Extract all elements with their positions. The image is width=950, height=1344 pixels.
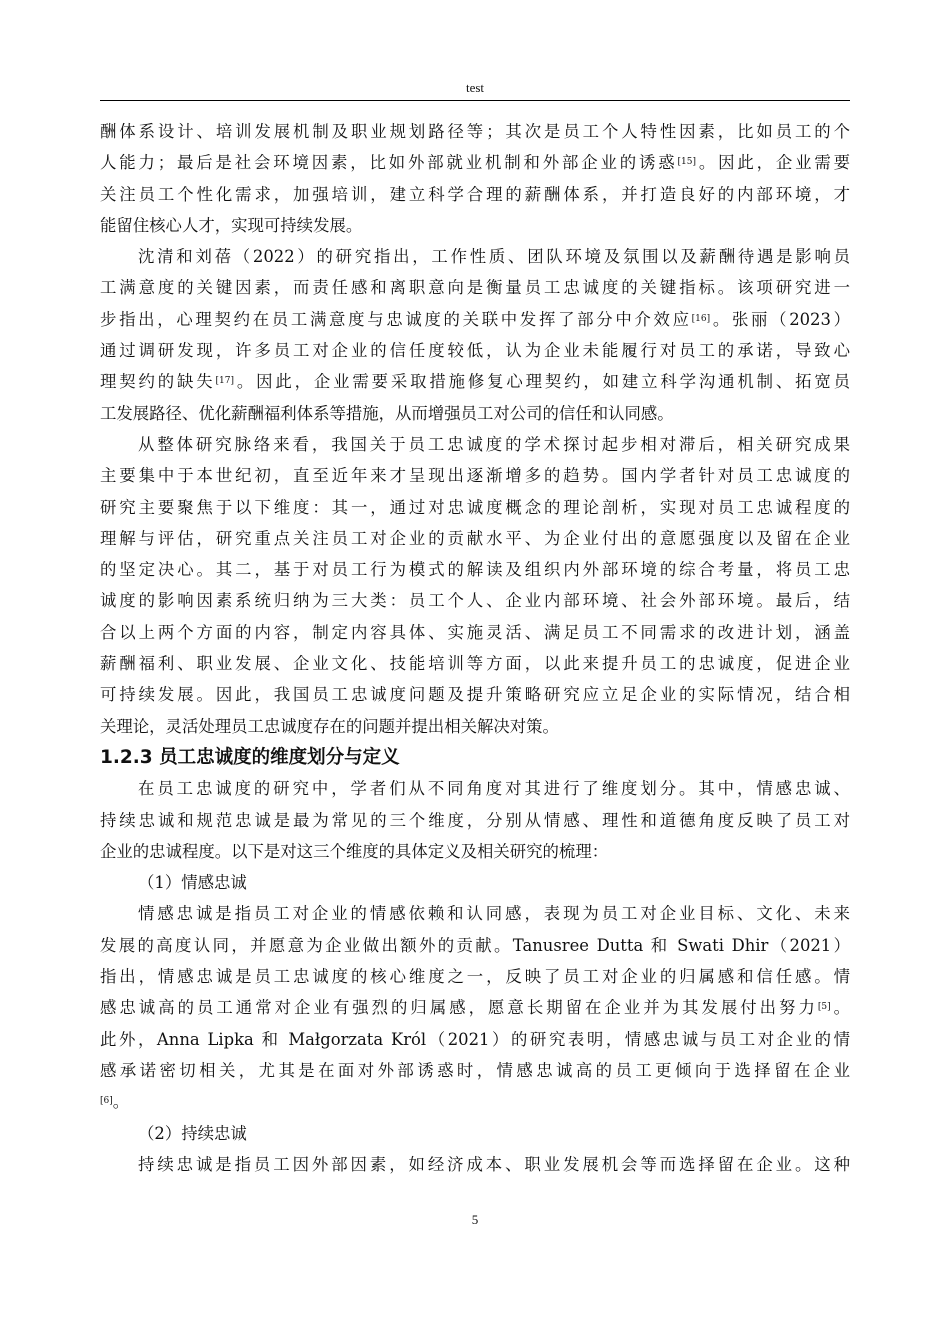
line-text-after: 。张丽（2023） bbox=[710, 309, 850, 329]
document-body bbox=[100, 116, 850, 1180]
line-text: 企业的忠诚程度。以下是对这三个维度的具体定义及相关研究的梳理： bbox=[100, 841, 609, 861]
line-text: 在员工忠诚度的研究中，学者们从不同角度对其进行了维度划分。其中，情感忠诚、 bbox=[138, 779, 850, 799]
text-line bbox=[100, 304, 850, 335]
paragraph-block-1 bbox=[100, 116, 850, 742]
line-text: 指出，情感忠诚是员工忠诚度的核心维度之一，反映了员工对企业的归属感和信任感。情 bbox=[100, 967, 850, 987]
text-line bbox=[100, 366, 850, 397]
line-text-after: 。 bbox=[830, 998, 850, 1018]
line-text: 感承诺密切相关，尤其是在面对外部诱惑时，情感忠诚高的员工更倾向于选择留在企业 bbox=[100, 1060, 850, 1080]
line-text: 酬体系设计、培训发展机制及职业规划路径等；其次是员工个人特性因素，比如员工的个 bbox=[100, 122, 850, 141]
line-text: 此外，Anna Lipka 和 Małgorzata Król（2021）的研究表明，情感忠诚与员工对企业的情 bbox=[100, 1029, 850, 1049]
line-text: 沈清和刘蓓（2022）的研究指出，工作性质、团队环境及氛围以及薪酬待遇是影响员 bbox=[138, 247, 850, 267]
line-text: 主要集中于本世纪初，直至近年来才呈现出逐渐增多的趋势。国内学者针对员工忠诚度的 bbox=[100, 466, 850, 486]
line-text-after: 。因此，企业需要 bbox=[696, 153, 850, 173]
text-line bbox=[100, 492, 850, 523]
line-text-after: 。因此，企业需要采取措施修复心理契约，如建立科学沟通机制、拓宽员 bbox=[234, 372, 850, 392]
line-text: （1）情感忠诚 bbox=[138, 873, 247, 893]
line-text: 研究主要聚焦于以下维度：其一，通过对忠诚度概念的理论剖析，实现对员工忠诚程度的 bbox=[100, 497, 850, 517]
line-text: 关理论，灵活处理员工忠诚度存在的问题并提出相关解决对策。 bbox=[100, 716, 559, 736]
line-text: 诚度的影响因素系统归纳为三大类：员工个人、企业内部环境、社会外部环境。最后，结 bbox=[100, 591, 850, 611]
line-text: 薪酬福利、职业发展、企业文化、技能培训等方面，以此来提升员工的忠诚度，促进企业 bbox=[100, 654, 850, 674]
text-line bbox=[100, 992, 850, 1023]
text-line bbox=[100, 1055, 850, 1086]
line-text: 持续忠诚是指员工因外部因素，如经济成本、职业发展机会等而选择留在企业。这种 bbox=[138, 1154, 850, 1174]
text-line bbox=[100, 554, 850, 585]
page-header: test bbox=[465, 80, 485, 95]
text-line bbox=[100, 930, 850, 961]
line-text: 关注员工个性化需求，加强培训，建立科学合理的薪酬体系，并打造良好的内部环境，才 bbox=[100, 184, 850, 204]
text-line bbox=[100, 1024, 850, 1055]
line-text: 理解与评估，研究重点关注员工对企业的贡献水平、为企业付出的意愿强度以及留在企业 bbox=[100, 528, 850, 548]
text-line bbox=[100, 1118, 850, 1149]
line-text: 工发展路径、优化薪酬福利体系等措施，从而增强员工对公司的信任和认同感。 bbox=[100, 403, 674, 423]
text-line bbox=[100, 179, 850, 210]
line-text: 从整体研究脉络来看，我国关于员工忠诚度的学术探讨起步相对滞后，相关研究成果 bbox=[138, 434, 850, 454]
text-line bbox=[100, 1086, 850, 1117]
text-line bbox=[100, 961, 850, 992]
line-text: 可持续发展。因此，我国员工忠诚度问题及提升策略研究应立足企业的实际情况，结合相 bbox=[100, 685, 850, 705]
text-line bbox=[100, 460, 850, 491]
line-text: 的坚定决心。其二，基于对员工行为模式的解读及组织内外部环境的综合考量，将员工忠 bbox=[100, 560, 850, 580]
text-line bbox=[100, 398, 850, 429]
text-line bbox=[100, 711, 850, 742]
text-line bbox=[100, 1149, 850, 1180]
text-line bbox=[100, 679, 850, 710]
citation-ref: [5] bbox=[817, 1002, 831, 1013]
citation-ref: [15] bbox=[677, 157, 696, 168]
text-line bbox=[100, 523, 850, 554]
header-divider bbox=[100, 100, 850, 101]
line-text: 通过调研发现，许多员工对企业的信任度较低，认为企业未能履行对员工的承诺，导致心 bbox=[100, 341, 850, 361]
line-text: 感忠诚高的员工通常对企业有强烈的归属感，愿意长期留在企业并为其发展付出努力 bbox=[100, 998, 818, 1018]
line-text: 情感忠诚是指员工对企业的情感依赖和认同感，表现为员工对企业目标、文化、未来 bbox=[138, 904, 850, 924]
text-line bbox=[100, 272, 850, 303]
line-text: 持续忠诚和规范忠诚是最为常见的三个维度，分别从情感、理性和道德角度反映了员工对 bbox=[100, 810, 850, 830]
line-text: 人能力；最后是社会环境因素，比如外部就业机制和外部企业的诱惑 bbox=[100, 153, 678, 173]
text-line bbox=[100, 805, 850, 836]
section-heading: 1.2.3 员工忠诚度的维度划分与定义 bbox=[100, 746, 400, 768]
line-text: 发展的高度认同，并愿意为企业做出额外的贡献。Tanusree Dutta 和 Swati Dhir（2021） bbox=[100, 935, 850, 955]
line-text: 工满意度的关键因素，而责任感和离职意向是衡量员工忠诚度的关键指标。该项研究进一 bbox=[100, 278, 850, 298]
text-line bbox=[100, 116, 850, 147]
page-number: 5 bbox=[471, 1212, 479, 1227]
text-line bbox=[100, 773, 850, 804]
line-text: 步指出，心理契约在员工满意度与忠诚度的关联中发挥了部分中介效应 bbox=[100, 309, 692, 329]
text-line bbox=[100, 335, 850, 366]
text-line bbox=[100, 585, 850, 616]
line-text: 能留住核心人才，实现可持续发展。 bbox=[100, 215, 363, 235]
citation-ref: [16] bbox=[691, 313, 711, 324]
text-line bbox=[100, 210, 850, 241]
line-text: （2）持续忠诚 bbox=[138, 1123, 247, 1143]
text-line bbox=[100, 867, 850, 898]
text-line bbox=[100, 147, 850, 178]
paragraph-block-2 bbox=[100, 773, 850, 1180]
citation-ref: [17] bbox=[215, 376, 234, 387]
text-line bbox=[100, 617, 850, 648]
line-text: 合以上两个方面的内容，制定内容具体、实施灵活、满足员工不同需求的改进计划，涵盖 bbox=[100, 622, 850, 642]
line-text: 理契约的缺失 bbox=[100, 372, 216, 392]
text-line bbox=[100, 898, 850, 929]
text-line bbox=[100, 836, 850, 867]
text-line bbox=[100, 241, 850, 272]
text-line bbox=[100, 648, 850, 679]
text-line bbox=[100, 429, 850, 460]
line-text-after: 。 bbox=[112, 1092, 130, 1112]
citation-ref: [6] bbox=[100, 1096, 113, 1107]
